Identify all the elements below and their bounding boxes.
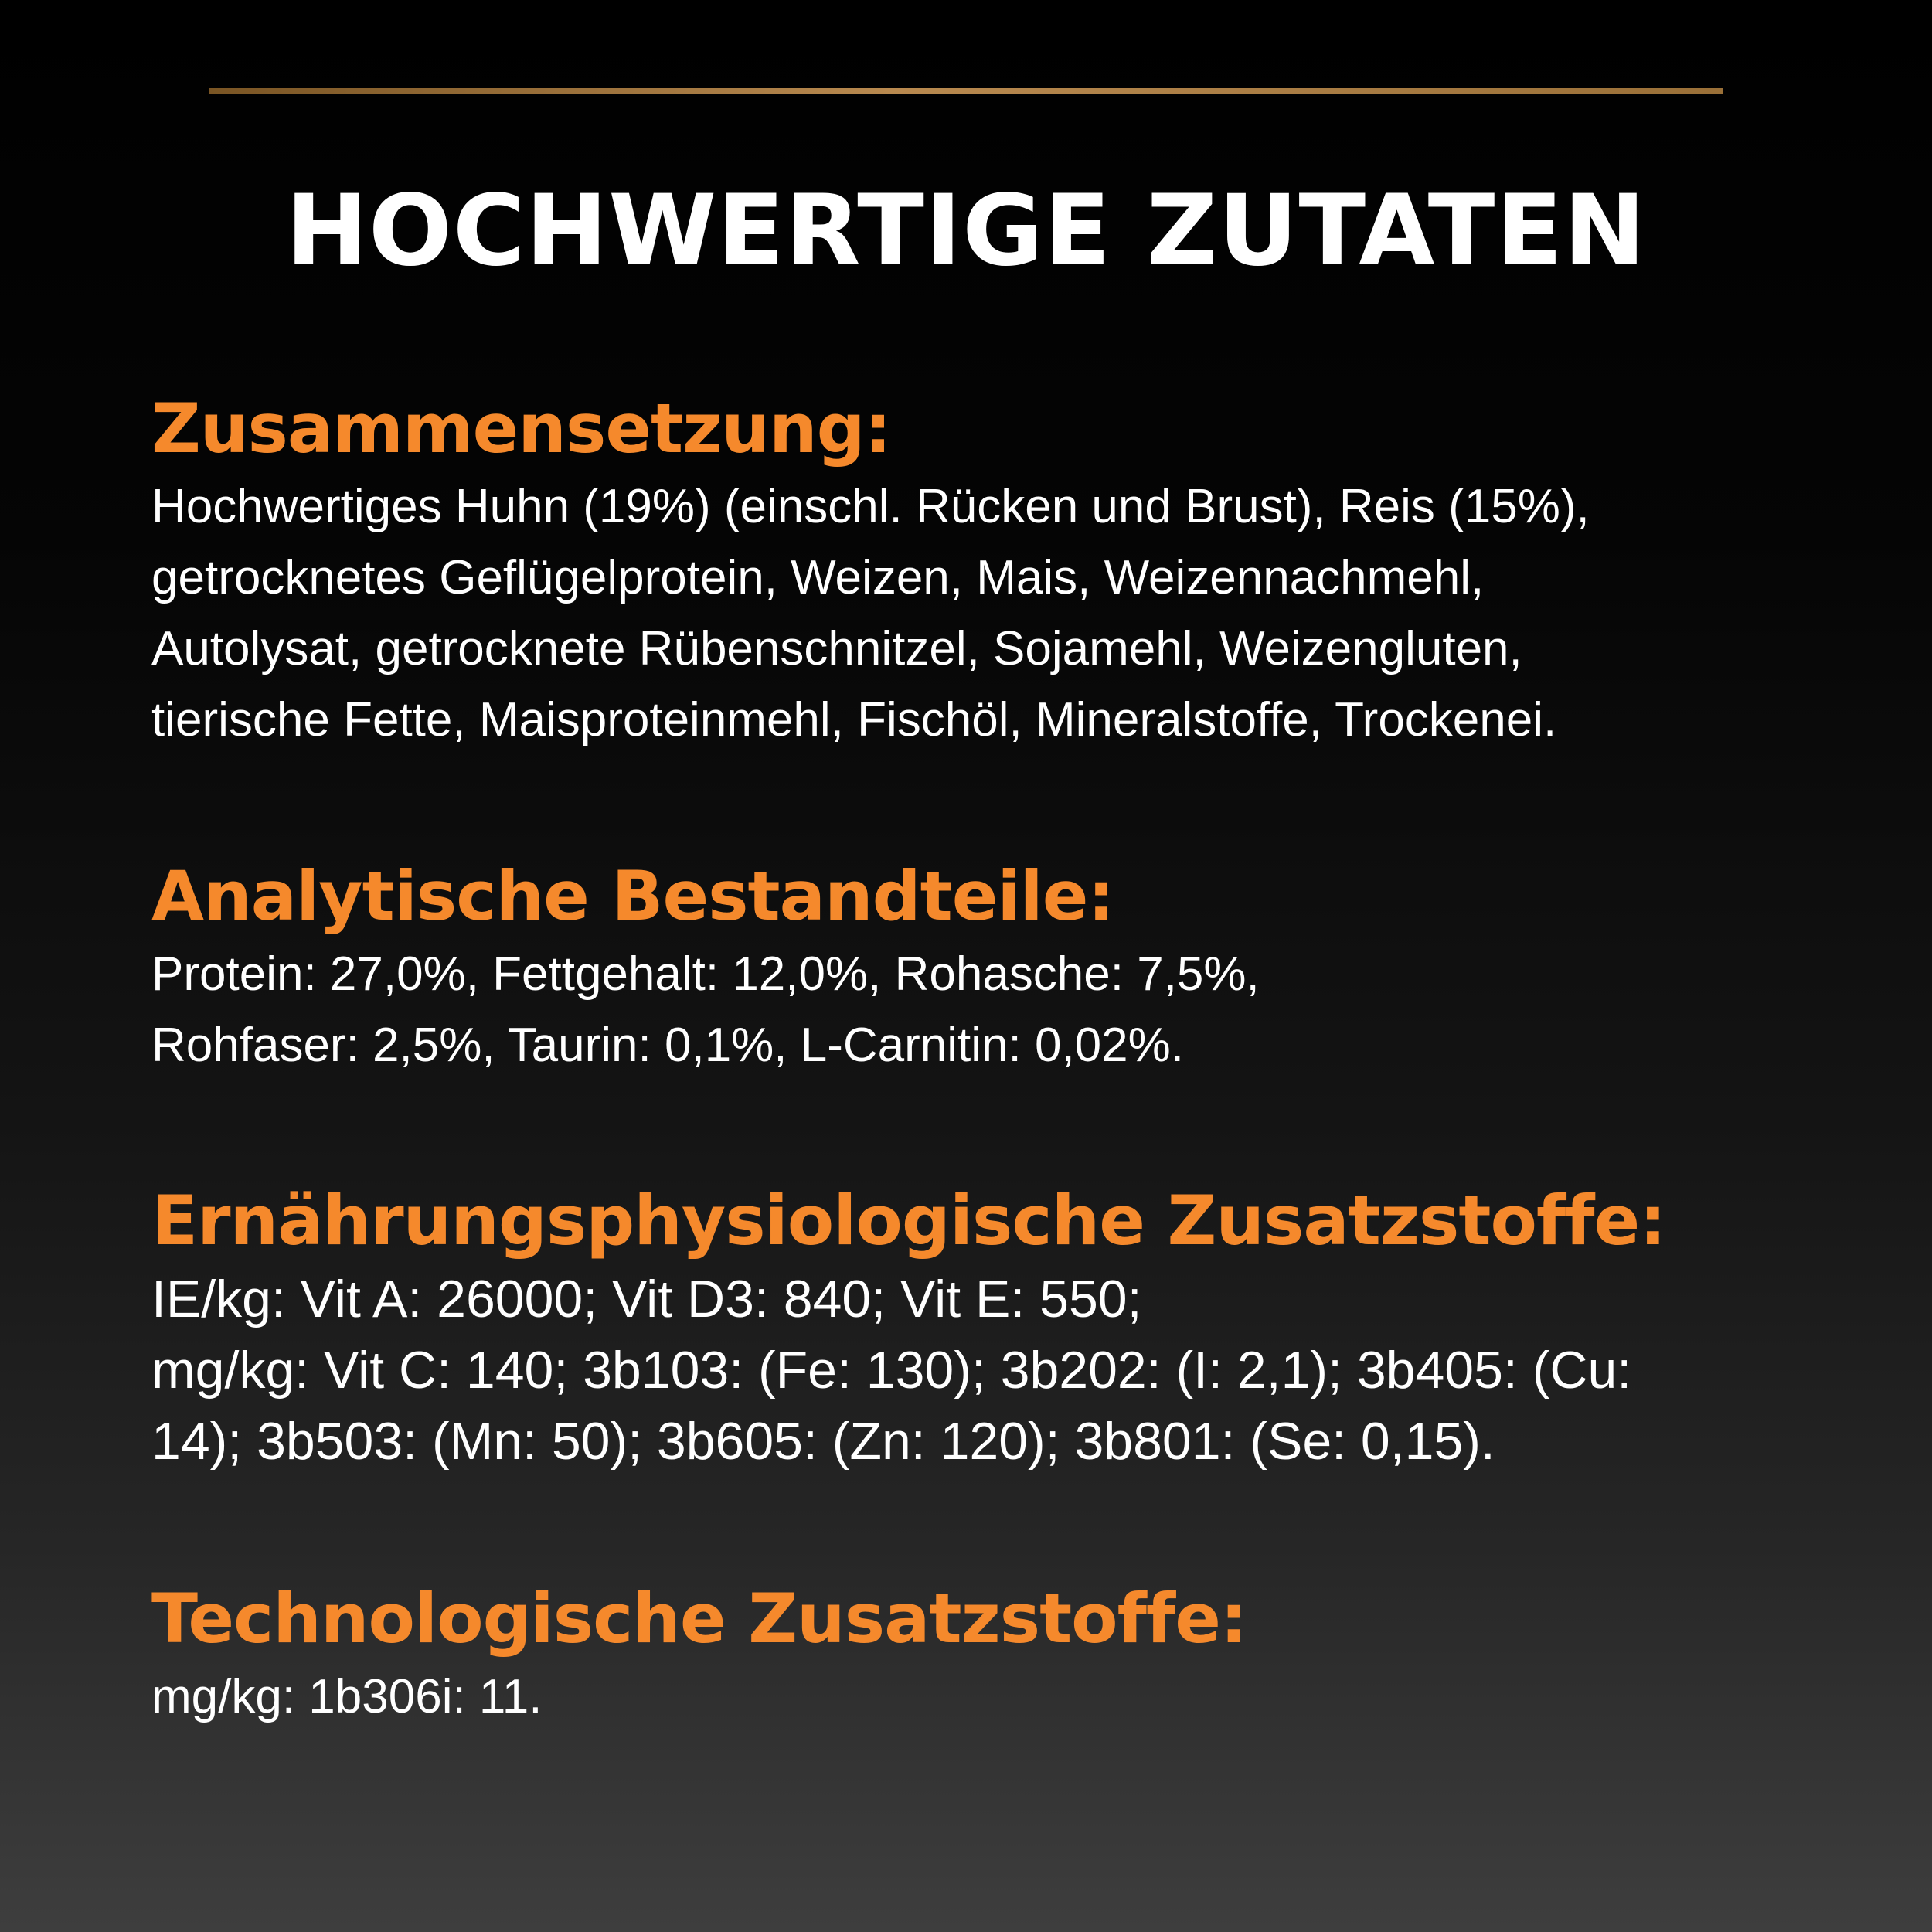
body-line: Autolysat, getrocknete Rübenschnitzel, Sojamehl, Weizengluten, — [151, 622, 1522, 675]
body-line: Rohfaser: 2,5%, Taurin: 0,1%, L-Carnitin: 0,02%. — [151, 1019, 1184, 1072]
body-line: getrocknetes Geflügelprotein, Weizen, Mais, Weizennachmehl, — [151, 551, 1485, 604]
body-line: tierische Fette, Maisproteinmehl, Fischöl, Mineralstoffe, Trockenei. — [151, 693, 1557, 747]
body-line: Hochwertiges Huhn (19%) (einschl. Rücken und Brust), Reis (15%), — [151, 480, 1590, 533]
body-line: mg/kg: 1b306i: 11. — [151, 1670, 543, 1723]
section-body — [151, 1264, 1867, 1477]
section-composition — [151, 386, 1867, 756]
body-line: 14); 3b503: (Mn: 50); 3b605: (Zn: 120); 3b801: (Se: 0,15). — [151, 1412, 1495, 1471]
section-heading: Ernährungsphysiologische Zusatzstoffe: — [151, 1181, 1666, 1260]
gold-divider — [209, 88, 1723, 94]
section-analytic-components — [151, 854, 1867, 1081]
body-line: Protein: 27,0%, Fettgehalt: 12,0%, Rohasche: 7,5%, — [151, 947, 1260, 1001]
section-heading: Zusammensetzung: — [151, 389, 891, 468]
section-body — [151, 471, 1867, 756]
section-technological-additives — [151, 1577, 1867, 1733]
body-line: IE/kg: Vit A: 26000; Vit D3: 840; Vit E: 550; — [151, 1270, 1142, 1328]
page-title: HOCHWERTIGE ZUTATEN — [285, 173, 1647, 287]
section-body — [151, 1662, 1867, 1733]
section-heading: Analytische Bestandteile: — [151, 856, 1114, 936]
section-body — [151, 939, 1867, 1081]
body-line: mg/kg: Vit C: 140; 3b103: (Fe: 130); 3b202: (I: 2,1); 3b405: (Cu: — [151, 1341, 1632, 1400]
section-nutritional-additives — [151, 1179, 1867, 1477]
section-heading: Technologische Zusatzstoffe: — [151, 1579, 1247, 1658]
